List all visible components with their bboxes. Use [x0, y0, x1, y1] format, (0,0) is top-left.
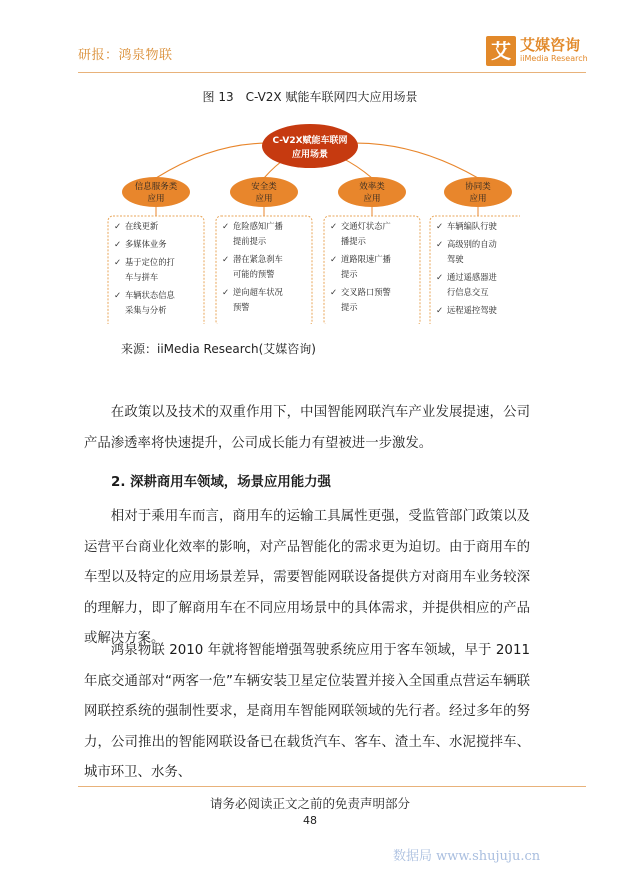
- branch-node-label: 协同类应用: [465, 182, 491, 204]
- branch-item-label: 交叉路口预警提示: [341, 287, 391, 312]
- cv2x-application-diagram: [100, 112, 520, 324]
- branch-item-label: 多媒体业务: [125, 239, 167, 249]
- logo-mark-icon: 艾: [486, 36, 516, 66]
- body-paragraph-3: 鸿泉物联 2010 年就将智能增强驾驶系统应用于客车领域，早于 2011 年底交通部对“两客一危”车辆安装卫星定位装置并接入全国重点营运车辆联网联控系统的强制性要求，是商用车智能网联领域的先行者。经过多年的努力，公司推出的智能网联设备已在载货汽车、客车、渣土车、水泥搅拌车、城市环卫、水务、: [84, 643, 530, 781]
- branch-node-label: 信息服务类应用: [134, 182, 178, 204]
- check-icon: ✓: [114, 240, 122, 250]
- check-icon: ✓: [330, 255, 338, 265]
- check-icon: ✓: [436, 222, 444, 232]
- company-logo: [486, 32, 586, 72]
- check-icon: ✓: [330, 222, 338, 232]
- check-icon: ✓: [222, 288, 230, 298]
- branch-item-label: 潜在紧急刹车可能的预警: [233, 254, 283, 279]
- watermark: 数据局 www.shujuju.cn: [393, 849, 541, 864]
- page-number: 48: [303, 814, 317, 827]
- check-icon: ✓: [436, 240, 444, 250]
- logo-name: 艾媒咨询: [520, 36, 581, 54]
- branch-item-label: 道路限速广播提示: [341, 254, 391, 279]
- branch-item-label: 在线更新: [125, 221, 159, 231]
- branch-node-label: 效率类应用: [359, 182, 385, 204]
- check-icon: ✓: [330, 288, 338, 298]
- branch-item-label: 基于定位的打车与拼车: [125, 257, 175, 282]
- branch-item-label: 车辆状态信息采集与分析: [125, 290, 175, 315]
- disclaimer-note: 请务必阅读正文之前的免责声明部分: [209, 796, 410, 811]
- branch-item-label: 远程遥控驾驶: [447, 305, 497, 315]
- footer-divider: [78, 786, 586, 787]
- figure-caption: 图 13 C-V2X 赋能车联网四大应用场景: [202, 90, 418, 104]
- branch-item-label: 交通灯状态广播提示: [341, 221, 391, 246]
- branch-item-label: 通过遥感器进行信息交互: [447, 272, 497, 297]
- check-icon: ✓: [436, 273, 444, 283]
- header-divider: [78, 72, 586, 73]
- body-paragraph-2: 相对于乘用车而言，商用车的运输工具属性更强，受监管部门政策以及运营平台商业化效率的影响，对产品智能化的需求更为迫切。由于商用车的车型以及特定的应用场景差异，需要智能网联设备提供方对商用车业务较深的理解力，即了解商用车在不同应用场景中的具体需求，并提供相应的产品或解决方案。: [84, 509, 530, 647]
- root-node: [262, 124, 358, 168]
- check-icon: ✓: [114, 258, 122, 268]
- body-paragraph-1: 在政策以及技术的双重作用下，中国智能网联汽车产业发展提速，公司产品渗透率将快速提升，公司成长能力有望被进一步激发。: [84, 405, 530, 451]
- branch-item-label: 危险感知广播提前提示: [233, 221, 283, 246]
- branch-node-label: 安全类应用: [251, 182, 277, 204]
- branch-item-label: 高级别的自动驾驶: [447, 239, 497, 264]
- root-node-label: C-V2X赋能车联网应用场景: [272, 136, 348, 160]
- check-icon: ✓: [436, 306, 444, 316]
- check-icon: ✓: [114, 222, 122, 232]
- check-icon: ✓: [222, 222, 230, 232]
- report-header-title: 研报：鸿泉物联: [78, 48, 173, 63]
- section-heading: 2. 深耕商用车领域，场景应用能力强: [111, 475, 331, 490]
- branch-items-box: [324, 216, 420, 324]
- figure-source: 来源：iiMedia Research(艾媒咨询): [121, 342, 316, 356]
- check-icon: ✓: [114, 291, 122, 301]
- check-icon: ✓: [222, 255, 230, 265]
- branch-item-label: 车辆编队行驶: [447, 221, 497, 231]
- logo-subtitle: iiMedia Research: [520, 54, 588, 63]
- branch-item-label: 逆向超车状况预警: [233, 287, 283, 312]
